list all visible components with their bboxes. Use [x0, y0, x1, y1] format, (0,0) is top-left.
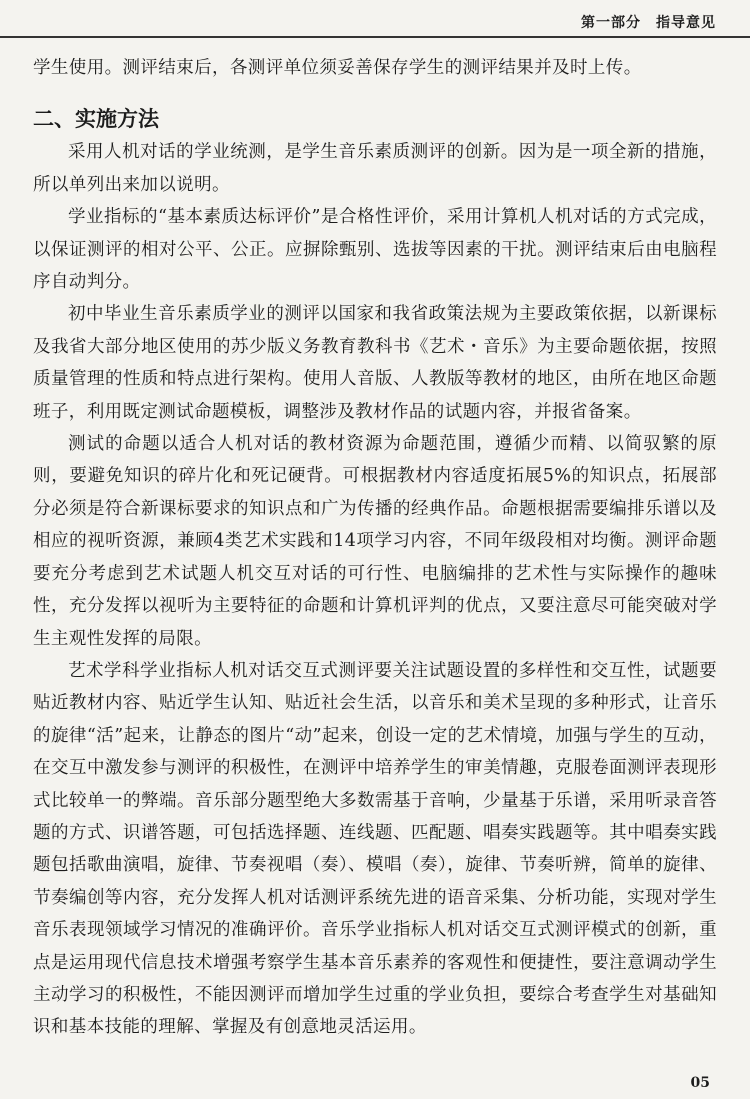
paragraph-3: 初中毕业生音乐素质学业的测评以国家和我省政策法规为主要政策依据，以新课标及我省大部分地区使用的苏少版义务教育教科书《艺术・音乐》为主要命题依据，按照质量管理的性质和特点进行架构。使用人音版、人教版等教材的地区，由所在地区命题班子，利用既定测试命题模板，调整涉及教材作品的试题内容，并报省备案。: [33, 304, 717, 422]
paragraph-1: 采用人机对话的学业统测，是学生音乐素质测评的创新。因为是一项全新的措施，所以单列出来加以说明。: [33, 142, 717, 195]
intro-paragraph: 学生使用。测评结束后，各测评单位须妥善保存学生的测评结果并及时上传。: [33, 58, 642, 78]
page-body: [33, 52, 717, 1044]
header-section-label: 第一部分 指导意见: [581, 15, 716, 31]
paragraph-4: 测试的命题以适合人机对话的教材资源为命题范围，遵循少而精、以简驭繁的原则，要避免知识的碎片化和死记硬背。可根据教材内容适度拓展5%的知识点，拓展部分必须是符合新课标要求的知识点和广为传播的经典作品。命题根据需要编排乐谱以及相应的视听资源，兼顾4类艺术实践和14项学习内容，不同年级段相对均衡。测评命题要充分考虑到艺术试题人机交互对话的可行性、电脑编排的艺术性与实际操作的趣味性，充分发挥以视听为主要特征的命题和计算机评判的优点，又要注意尽可能突破对学生主观性发挥的局限。: [33, 434, 717, 649]
running-header: [0, 0, 750, 40]
section-title: 二、实施方法: [33, 107, 159, 132]
page-number: 05: [690, 1075, 710, 1091]
header-rule: [0, 36, 750, 38]
paragraph-5: 艺术学科学业指标人机对话交互式测评要关注试题设置的多样性和交互性，试题要贴近教材内容、贴近学生认知、贴近社会生活，以音乐和美术呈现的多种形式，让音乐的旋律“活”起来，让静态的图片“动”起来，创设一定的艺术情境，加强与学生的互动，在交互中激发参与测评的积极性，在测评中培养学生的审美情趣，克服卷面测评表现形式比较单一的弊端。音乐部分题型绝大多数需基于音响，少量基于乐谱，采用听录音答题的方式、识谱答题，可包括选择题、连线题、匹配题、唱奏实践题等。其中唱奏实践题包括歌曲演唱，旋律、节奏视唱（奏）、模唱（奏），旋律、节奏听辨，简单的旋律、节奏编创等内容，充分发挥人机对话测评系统先进的语音采集、分析功能，实现对学生音乐表现领域学习情况的准确评价。音乐学业指标人机对话交互式测评模式的创新，重点是运用现代信息技术增强考察学生基本音乐素养的客观性和便捷性，要注意调动学生主动学习的积极性，不能因测评而增加学生过重的学业负担，要综合考查学生对基础知识和基本技能的理解、掌握及有创意地灵活运用。: [33, 660, 717, 1038]
paragraph-2: 学业指标的“基本素质达标评价”是合格性评价，采用计算机人机对话的方式完成，以保证测评的相对公平、公正。应摒除甄别、选拔等因素的干扰。测评结束后由电脑程序自动判分。: [33, 207, 717, 293]
